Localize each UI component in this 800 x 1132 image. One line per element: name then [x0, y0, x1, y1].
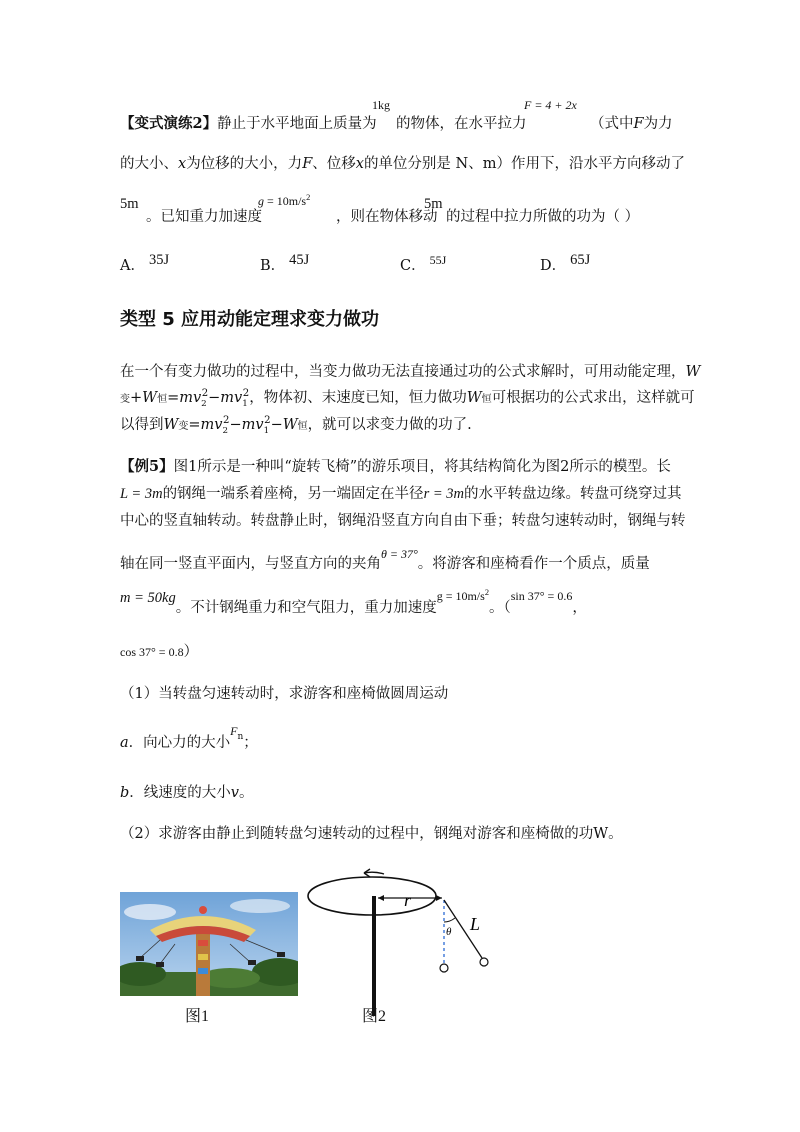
example-line-2: L = 3m的钢绳一端系着座椅，另一端固定在半径r = 3m的水平转盘边缘。转盘可绕穿过其: [120, 486, 682, 502]
distance-value-2: 5m: [424, 196, 443, 212]
mass-value: 1kg: [372, 98, 390, 112]
example-line-4: 轴在同一竖直平面内，与竖直方向的夹角$^{\theta = 37^\circ}$。将游客和座椅看作一个质点，质量: [120, 547, 650, 572]
question-1b: b．线速度的大小v。: [120, 785, 254, 801]
example-line-1: 【例5】图1所示是一种叫“旋转飞椅”的游乐项目，将其结构简化为图2所示的模型。长: [120, 458, 671, 475]
exercise-line-1b: 的物体，在水平拉力: [396, 116, 527, 132]
exercise-line-1c: （式中F为力: [590, 116, 673, 132]
force-formula: F = 4 + 2x: [524, 98, 577, 112]
example-tag: 【例5】: [120, 458, 174, 475]
radius-arrow-left: [378, 895, 384, 901]
option-a[interactable]: A． 35J: [120, 252, 170, 274]
exercise-line-2: 的大小、x为位移的大小，力F、位移x的单位分别是 N、m）作用下，沿水平方向移动了: [120, 156, 685, 172]
exercise-tag: 【变式演练2】: [120, 115, 218, 132]
option-d[interactable]: D． 65J: [540, 252, 591, 274]
figure-1-caption: 图1: [185, 1008, 210, 1025]
seat-rotating: [480, 958, 488, 966]
swing-ride-photo: [120, 892, 298, 996]
exercise-line-1: 【变式演练2】静止于水平地面上质量为: [120, 115, 377, 132]
question-1: （1）当转盘匀速转动时，求游客和座椅做圆周运动: [120, 686, 449, 702]
schematic-svg: [300, 862, 500, 1022]
exercise-line-3c: 的过程中拉力所做的功为（ ）: [446, 209, 640, 225]
exercise-line-3a: 。已知重力加速度: [146, 209, 262, 225]
gravity-value-2: g = 10m/s2: [436, 588, 489, 603]
center-shaft: [372, 896, 376, 1016]
example-line-6: cos 37° = 0.8）: [120, 644, 199, 660]
seat-at-rest: [440, 964, 448, 972]
example-line-5: m = 50kg。不计钢绳重力和空气阻力，重力加速度$^{g = 10m/s^2}$。（$^{sin 37^\circ = 0.6}$，: [120, 588, 587, 616]
intro-line-2: 变+W恒$=mv_2^2-mv_1^2$，物体初、末速度已知，恒力做功W恒可根据功的公式求出，这样就可: [120, 388, 695, 409]
figure-2-caption: 图2: [362, 1008, 387, 1025]
theta-label: θ: [446, 926, 452, 938]
swing-ride-illustration: [120, 892, 298, 996]
intro-line-1: 在一个有变力做功的过程中，当变力做功无法直接通过功的公式求解时，可用动能定理，W: [120, 364, 701, 380]
question-2: （2）求游客由静止到随转盘匀速转动的过程中，钢绳对游客和座椅做的功W。: [120, 826, 623, 842]
gravity-value-1: $g = 10m/s^2$: [258, 193, 311, 208]
length-label: L: [470, 914, 481, 934]
radius-arrow-right: [436, 895, 442, 901]
section-title: 类型 5 应用动能定理求变力做功: [120, 309, 380, 330]
swing-ride-diagram: [300, 862, 500, 1026]
example-line-3: 中心的竖直轴转动。转盘静止时，钢绳沿竖直方向自由下垂；转盘匀速转动时，钢绳与转: [120, 513, 686, 529]
intro-line-3: 以得到W变$=mv_2^2-mv_1^2-W$恒，就可以求变力做的功了.: [120, 415, 472, 436]
option-c[interactable]: C． $^{55J}$: [400, 253, 447, 274]
exercise-line-3b: ，则在物体移动: [336, 209, 438, 225]
rotation-arrow: [364, 872, 384, 874]
distance-value-1: 5m: [120, 196, 139, 212]
radius-label: r: [404, 890, 412, 910]
option-b[interactable]: B． 45J: [260, 252, 310, 274]
angle-arc: [444, 918, 455, 922]
question-1a: a．向心力的大小$^F$n；: [120, 724, 258, 751]
